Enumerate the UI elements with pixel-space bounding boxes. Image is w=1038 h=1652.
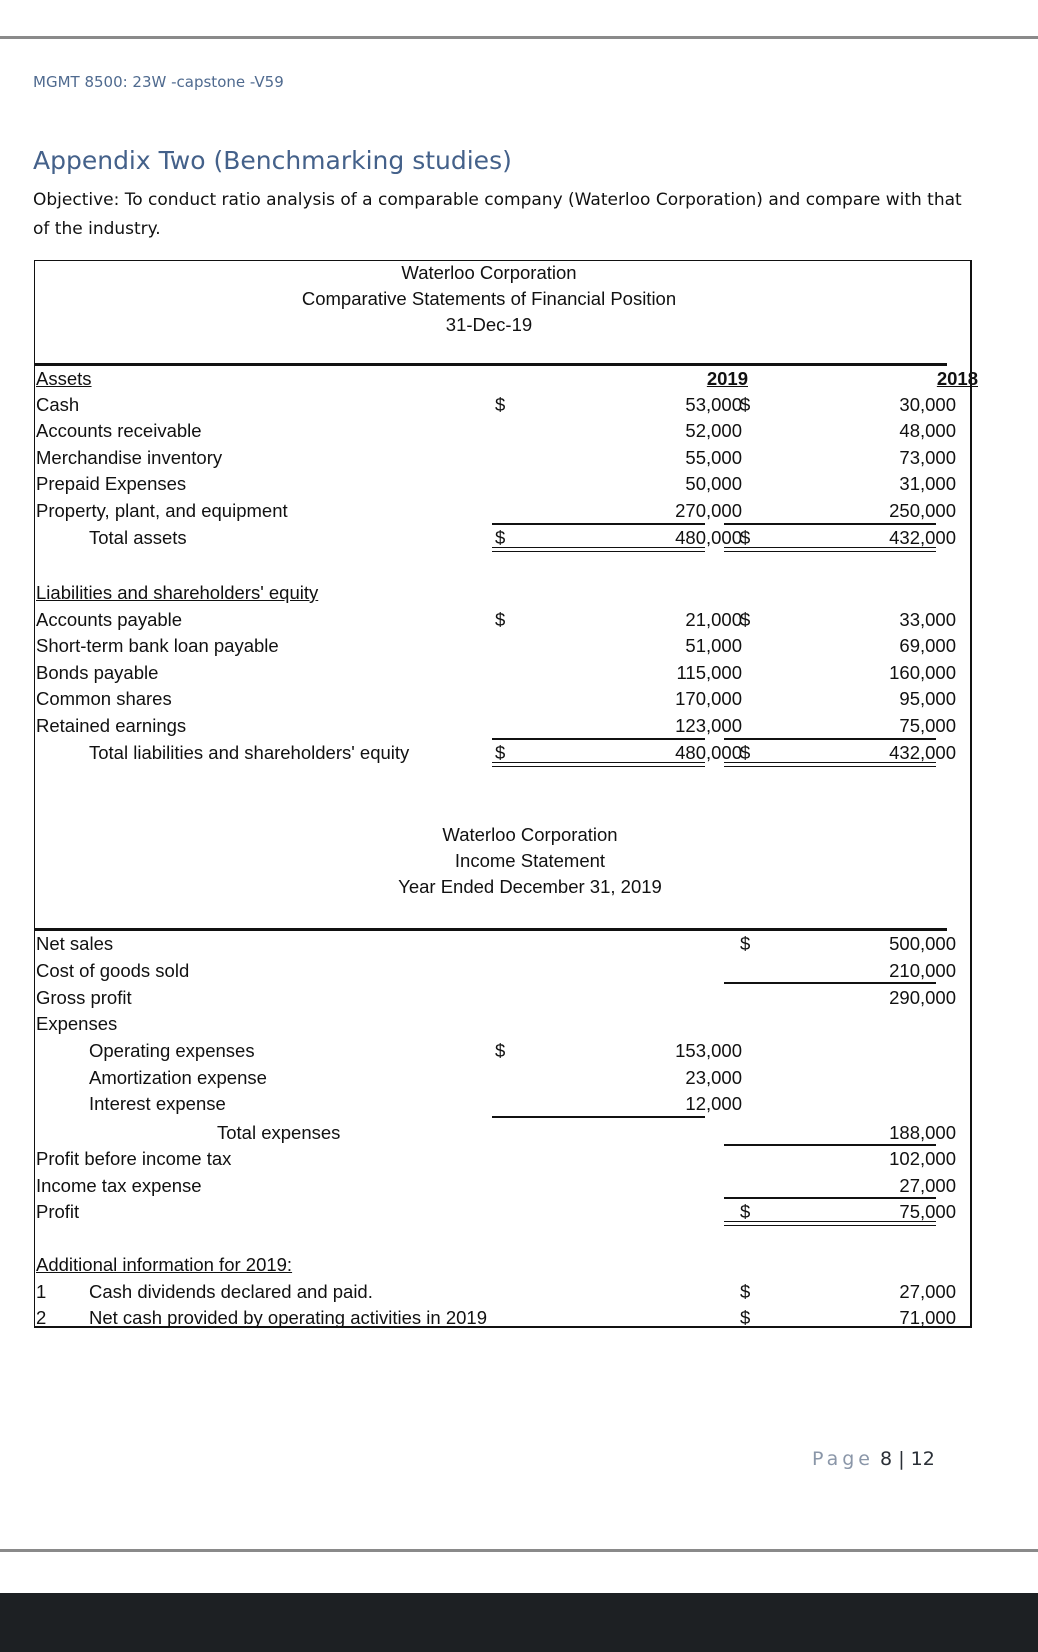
additional-info-heading-row: Additional information for 2019:	[36, 1254, 293, 1275]
additional-info-item: 2 Net cash provided by operating activities in 2019 $ 71,000	[36, 1307, 956, 1328]
total-liabilities-row: Total liabilities and shareholders' equity $ 480,000 $ 432,000	[89, 742, 956, 763]
assets-heading-row	[36, 366, 978, 392]
expenses-heading-row: Expenses	[36, 1013, 118, 1034]
double-underline	[724, 762, 936, 767]
statement-name: Income Statement	[454, 850, 606, 871]
double-underline	[492, 547, 705, 552]
page-number	[812, 1448, 935, 1470]
pbt-row: Profit before income tax 102,000	[36, 1148, 956, 1169]
company-name: Waterloo Corporation	[401, 262, 577, 283]
page-title: Appendix Two (Benchmarking studies)	[33, 146, 512, 175]
total-expenses-row: Total expenses 188,000	[217, 1122, 956, 1143]
table-row: Accounts receivable 52,000 48,000	[36, 420, 956, 441]
assets-heading: Assets	[36, 368, 92, 389]
table-row: Short-term bank loan payable 51,000 69,000	[36, 635, 956, 656]
page-current: 8	[880, 1448, 893, 1470]
table-row: Amortization expense 23,000	[89, 1067, 742, 1088]
income-statement-title	[330, 822, 730, 900]
subtotal-line	[724, 982, 936, 984]
table-row: Operating expenses $ 153,000	[89, 1040, 742, 1061]
additional-info-item: 1 Cash dividends declared and paid. $ 27,000	[36, 1281, 956, 1302]
double-underline	[724, 547, 936, 552]
statement-period: Year Ended December 31, 2019	[398, 876, 662, 897]
table-row: Property, plant, and equipment 270,000 250,000	[36, 500, 956, 521]
table-row: Common shares 170,000 95,000	[36, 688, 956, 709]
liabilities-heading: Liabilities and shareholders' equity	[36, 582, 319, 603]
page-separator: |	[898, 1448, 905, 1470]
page-total: 12	[910, 1448, 935, 1470]
statement-date: 31-Dec-19	[445, 314, 533, 335]
cogs-row: Cost of goods sold 210,000	[36, 960, 956, 981]
double-underline	[724, 1221, 936, 1226]
subtotal-line	[492, 1116, 705, 1118]
profit-row: Profit $ 75,000	[36, 1201, 956, 1222]
document-header: MGMT 8500: 23W -capstone -V59	[33, 73, 284, 91]
table-row: Bonds payable 115,000 160,000	[36, 662, 956, 683]
viewer-bottom-bar	[0, 1593, 1038, 1652]
col-2019-header: 2019	[706, 368, 748, 389]
top-rule	[0, 36, 1038, 39]
statement-name: Comparative Statements of Financial Position	[301, 288, 677, 309]
balance-sheet-title	[34, 260, 944, 338]
table-row: Accounts payable $ 21,000 $ 33,000	[36, 609, 956, 630]
col-2018-header: 2018	[936, 368, 978, 389]
table-row: Prepaid Expenses 50,000 31,000	[36, 473, 956, 494]
company-name: Waterloo Corporation	[442, 824, 618, 845]
page-label: Page	[812, 1448, 874, 1470]
gross-profit-row: Gross profit 290,000	[36, 987, 956, 1008]
table-row: Cash $ 53,000 $ 30,000	[36, 394, 956, 415]
net-sales-row: Net sales $ 500,000	[36, 933, 956, 954]
table-row: Retained earnings 123,000 75,000	[36, 715, 956, 736]
total-assets-row: Total assets $ 480,000 $ 432,000	[89, 527, 956, 548]
double-underline	[492, 762, 705, 767]
table-row: Merchandise inventory 55,000 73,000	[36, 447, 956, 468]
objective-text: Objective: To conduct ratio analysis of a comparable company (Waterloo Corporation) and compare with that of the industry.	[33, 190, 962, 239]
bottom-rule	[0, 1549, 1038, 1552]
liabilities-heading-row	[36, 580, 946, 606]
tax-row: Income tax expense 27,000	[36, 1175, 956, 1196]
table-row: Interest expense 12,000	[89, 1093, 742, 1114]
